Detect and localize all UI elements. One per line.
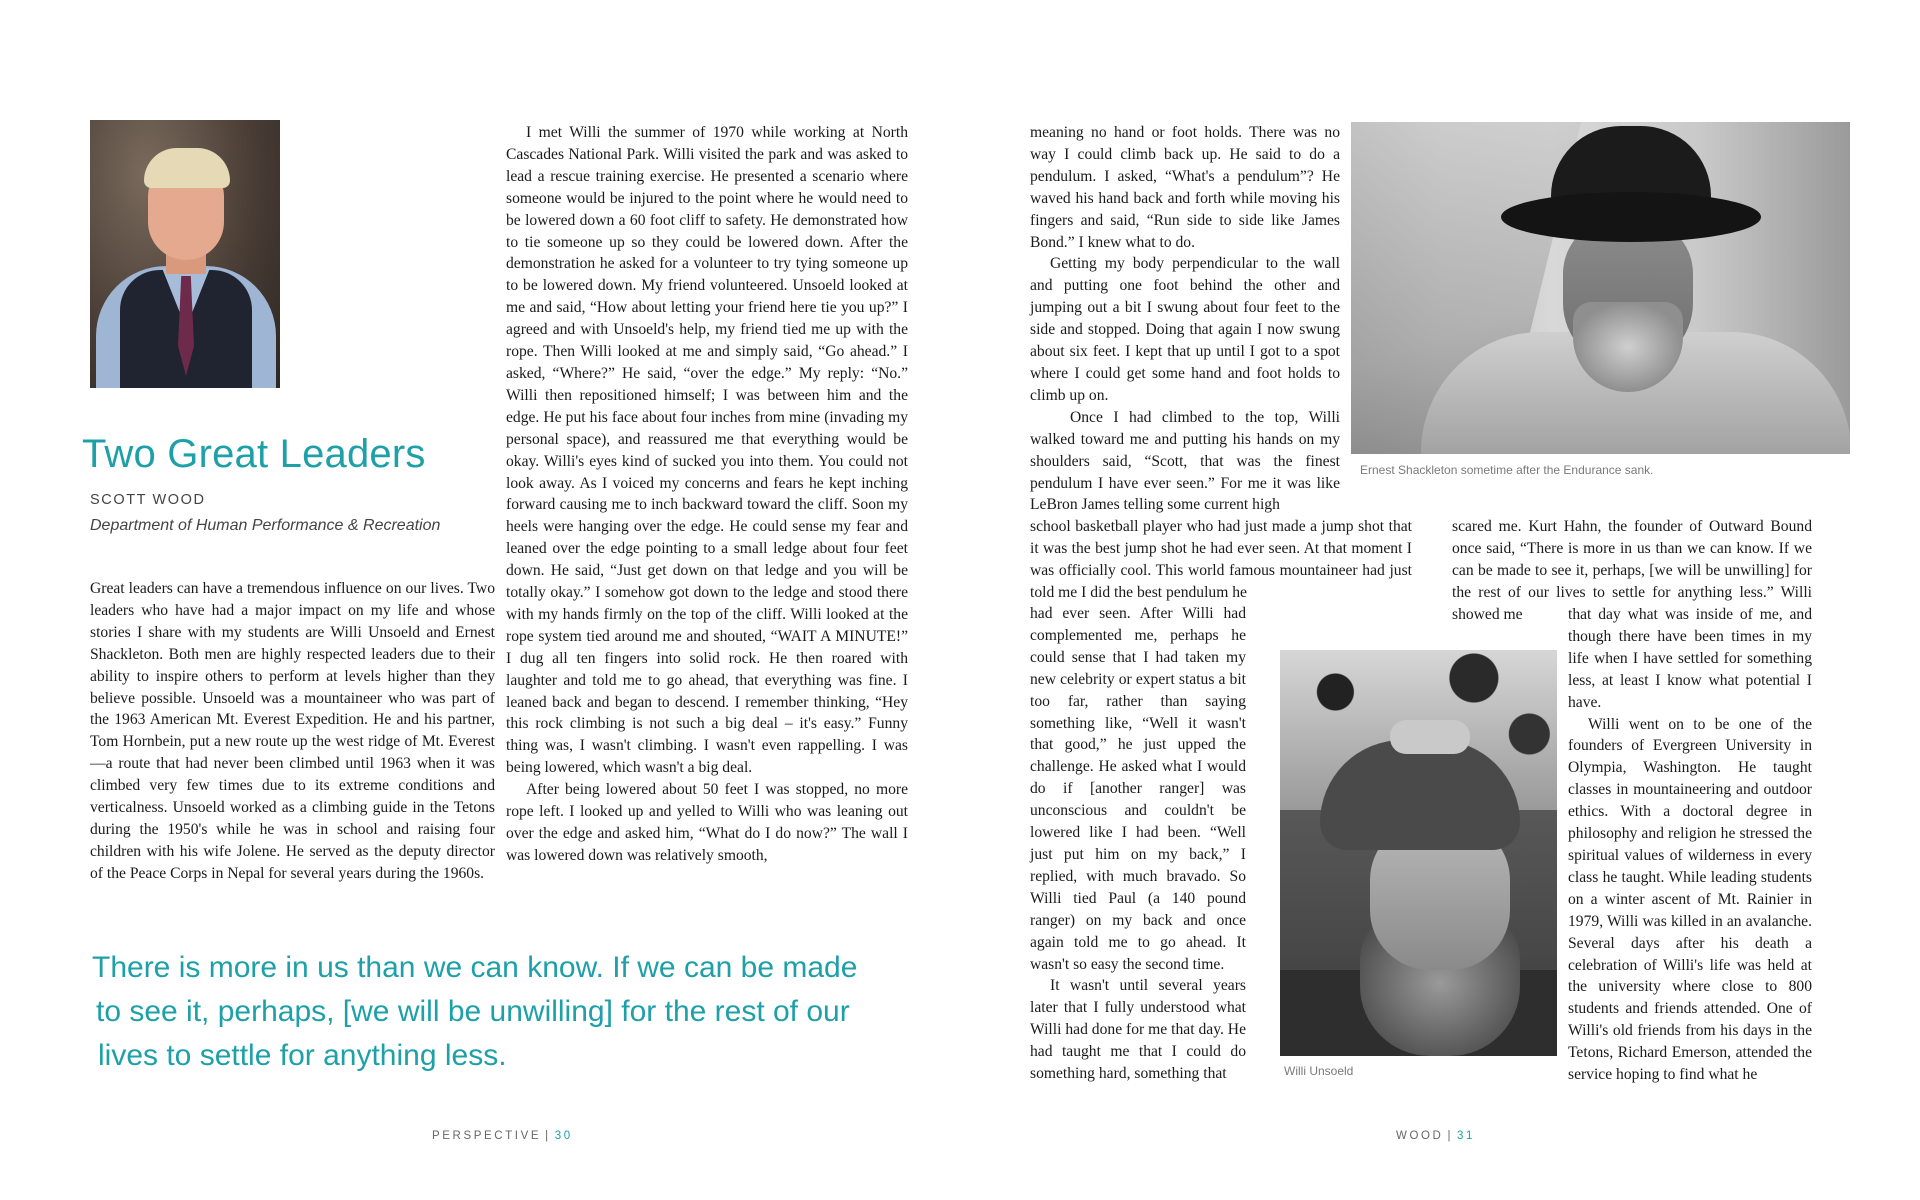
paragraph: meaning no hand or foot holds. There was no way I could climb back up. He said to do a pendulum. I asked, “What's a pendulum”? He waved his hand back and forth while moving his fingers and said, “Run side to side like James Bond.” I knew what to do. [1030, 124, 1340, 251]
paragraph: Once I had climbed to the top, Willi walked toward me and putting his hands on my shoulders said, “Scott, that was the finest pendulum I have ever seen.” For me it was like LeBron James telling some current high [1030, 408, 1340, 514]
shackleton-photo [1351, 122, 1850, 454]
page-folio-right [1396, 1130, 1475, 1142]
paragraph: After being lowered about 50 feet I was stopped, no more rope left. I looked up and yelled to Willi who was leaning out over the edge and asked him, “What do I do now?” The wall I was lowered down was relatively smooth, [506, 781, 908, 864]
paragraph: had ever seen. After Willi had complemented me, perhaps he could sense that I had taken my new celebrity or expert status a bit too far, rather than saying something like, “Well it wasn't that good,” he just upped the challenge. He asked what I would do if [another ranger] was unconscious and couldn't be lowered like I had been. “Well just put him on my back,” I replied, with much bravado. So Willi tied Paul (a 140 pound ranger) on my back and once again told me to go ahead. It wasn't so easy the second time. [1030, 605, 1246, 973]
column-a-wide [1030, 516, 1412, 604]
pull-quote-line: There is more in us than we can know. If we can be made [92, 951, 858, 984]
author-department: Department of Human Performance & Recreation [90, 517, 441, 534]
goggles [1390, 720, 1470, 754]
pull-quote-line: lives to settle for anything less. [98, 1039, 507, 1072]
folio-separator: | [1447, 1130, 1454, 1142]
paragraph: that day what was inside of me, and though there have been times in my life when I have settled for something less, at least I know what potential I have. [1568, 606, 1812, 711]
unsoeld-photo [1280, 650, 1557, 1056]
shackleton-caption: Ernest Shackleton sometime after the Endurance sank. [1360, 463, 1654, 477]
author-portrait-photo [90, 120, 280, 388]
paragraph: scared me. Kurt Hahn, the founder of Outward Bound once said, “There is more in us than we can know. If we can be made to see it, perhaps, [we will be unwilling] for the rest of our lives to settle for anything less.” Willi showed me [1452, 518, 1812, 623]
article-title: Two Great Leaders [82, 432, 426, 476]
middle-column [506, 122, 908, 867]
intro-paragraph: Great leaders can have a tremendous influence on our lives. Two leaders who have had a major impact on my life and whose stories I share with my students are Willi Unsoeld and Ernest Shackleton. Both men are highly respected leaders due to their ability to inspire others to perform at levels higher than they believe possible. Unsoeld was a mountaineer who was part of the 1963 American Mt. Everest Expedition. He and his partner, Tom Hornbein, put a new route up the west ridge of Mt. Everest—a route that had never been climbed until 1963 when it was climbed very few times due to its extreme conditions and verticalness. Unsoeld worked as a climbing guide in the Tetons during the 1950's while he was in school and raising four children with his wife Jolene. He served as the deputy director of the Peace Corps in Nepal for several years during the 1960s. [90, 580, 495, 882]
paragraph: I met Willi the summer of 1970 while working at North Cascades National Park. Willi visited the park and was asked to lead a rescue training exercise. He presented a scenario where someone would be injured to the point where he would need to be lowered down a 60 foot cliff to safety. He demonstrated how to tie someone up so they could be lowered down. After the demonstration he asked for a volunteer to try tying someone up to be lowered down. My friend volunteered. Unsoeld looked at me and said, “How about letting your friend here tie you up?” I agreed and with Unsoeld's help, my friend tied me up with the rope. Then Willi looked at me and simply said, “Go ahead.” I asked, “Where?” He said, “over the edge.” My reply: “No.” Willi then repositioned himself; I was between him and the edge. He put his face about four inches from mine (invading my personal space), and reassured me that everything would be okay. Willi's eyes kind of sucked you into them. You could not look away. As I voiced my concerns and fears he kept inching forward causing me to inch backward toward the cliff. Soon my heels were hanging over the edge. He could sense my fear and leaned over the edge pointing to a small ledge about four feet down. He said, “Just get down on that ledge and you will be totally okay.” I somehow got down to the ledge and stood there with my hands firmly on the top of the cliff. Willi looked at the rope system tied around me and shouted, “WAIT A MINUTE!” I dug all ten fingers into solid rock. He then roared with laughter and told me to go ahead, that everything was fine. I leaned back and began to descend. I remember thinking, “Hey this rock climbing is not such a big deal – it's easy.” Funny thing was, I wasn't climbing. I wasn't even rappelling. I was being lowered, which wasn't a big deal. [506, 124, 908, 777]
column-b-bottom [1568, 604, 1812, 1086]
unsoeld-caption: Willi Unsoeld [1284, 1064, 1354, 1078]
right-page [960, 0, 1920, 1200]
page-number: 30 [554, 1130, 573, 1142]
paragraph: school basketball player who had just made a jump shot that it was the best jump shot he had ever seen. At that moment I was officially cool. This world famous mountaineer had just told me I did the best pendulum he [1030, 518, 1412, 601]
column-a-top [1030, 122, 1340, 516]
column-a-bottom [1030, 603, 1246, 1085]
folio-label: PERSPECTIVE [432, 1130, 542, 1142]
hat-brim [1501, 192, 1761, 242]
paragraph: Willi went on to be one of the founders of Evergreen University in Olympia, Washington. He taught classes in mountaineering and outdoor ethics. With a doctoral degree in philosophy and religion he stressed the spiritual values of wilderness in every class he taught. While leading students on a winter ascent of Mt. Rainier in 1979, Willi was killed in an avalanche. Several days after his death a celebration of Willi's life was held at the university where close to 800 students and friends attended. One of Willi's old friends from his days in the Tetons, Richard Emerson, attended the service hoping to find what he [1568, 715, 1812, 1084]
paragraph: It wasn't until several years later that I fully understood what Willi had done for me that day. He had taught me that I could do something hard, something that [1030, 977, 1246, 1083]
pull-quote [92, 946, 922, 1078]
page-number: 31 [1457, 1130, 1476, 1142]
folio-separator: | [545, 1130, 551, 1142]
folio-label: WOOD [1396, 1130, 1444, 1142]
paragraph: Getting my body perpendicular to the wall and putting one foot behind the other and jumping out a bit I swung about four feet to the side and stopped. Doing that again I now swung about six feet. I kept that up until I got to a spot where I could get some hand and foot holds to climb up on. [1030, 255, 1340, 404]
portrait-hair [144, 148, 230, 188]
intro-column [90, 578, 495, 885]
page-folio-left [432, 1130, 573, 1142]
pull-quote-line: to see it, perhaps, [we will be unwilling] for the rest of our [96, 995, 850, 1028]
author-name: SCOTT WOOD [90, 492, 206, 508]
